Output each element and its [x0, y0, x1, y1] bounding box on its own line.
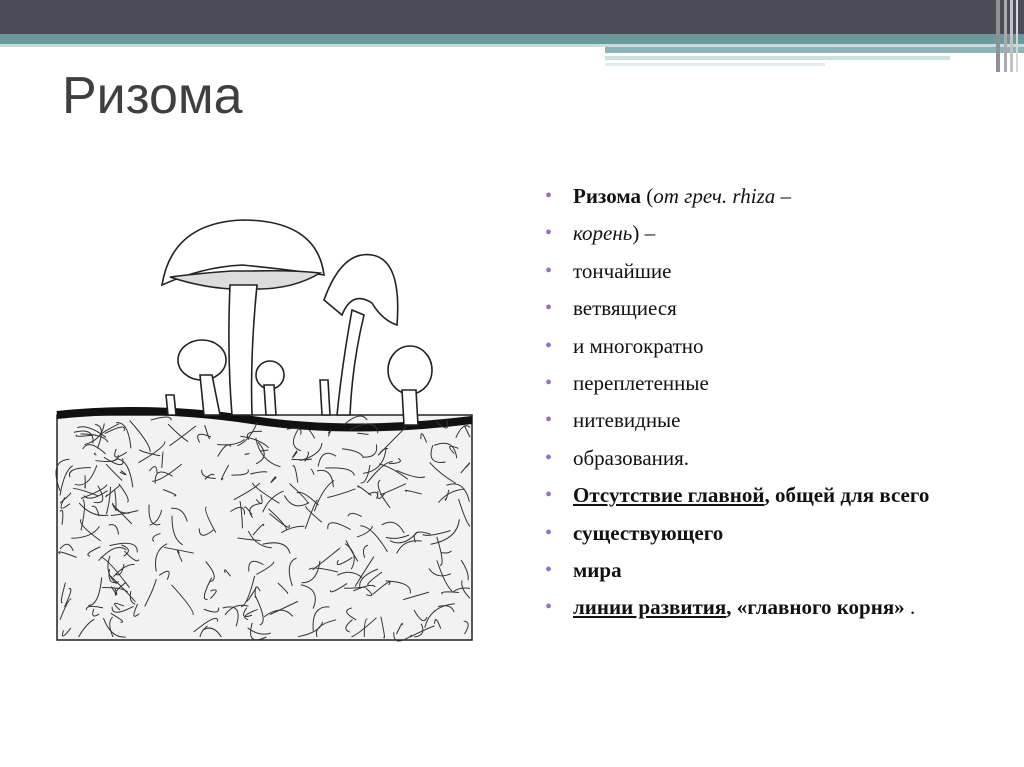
bullet-item	[545, 519, 985, 548]
bullet-text: образования.	[573, 445, 690, 470]
bullet-text: мира	[573, 557, 622, 582]
bullet-item	[545, 369, 985, 398]
bullet-text: , общей для всего	[764, 483, 930, 508]
bullet-text: от греч. rhiza	[653, 184, 776, 208]
bullet-text: нитевидные	[573, 408, 681, 433]
bullet-item	[545, 406, 985, 435]
bullet-item	[545, 556, 985, 585]
bullet-text: переплетенные	[573, 370, 709, 395]
bullet-text: тончайшие	[573, 258, 672, 283]
bullet-text: ) –	[632, 221, 656, 246]
bullet-item	[545, 444, 985, 473]
mycelium-illustration	[52, 215, 477, 645]
bullet-item	[545, 257, 985, 286]
bullet-text: линии развития	[573, 595, 727, 620]
bullet-text: ветвящиеся	[573, 296, 677, 321]
bullet-item	[545, 481, 985, 510]
header-decoration-bar	[0, 0, 1024, 72]
bullet-text: –	[775, 184, 791, 208]
bullet-text: существующего	[573, 520, 724, 545]
bullet-item	[545, 593, 985, 622]
bullet-item	[545, 219, 985, 248]
bullet-item	[545, 332, 985, 361]
bullet-text: корень	[573, 221, 633, 246]
bullet-text: Отсутствие главной	[573, 483, 765, 508]
bullet-text: , «главного корня»	[726, 595, 905, 620]
bullet-list	[545, 182, 985, 631]
slide-title: Ризома	[62, 67, 243, 125]
bullet-item	[545, 182, 985, 211]
bullet-text: и многократно	[573, 333, 704, 358]
bullet-text: (	[641, 184, 654, 208]
bullet-text: Ризома	[573, 184, 642, 208]
bullet-text: .	[904, 595, 916, 620]
bullet-item	[545, 294, 985, 323]
